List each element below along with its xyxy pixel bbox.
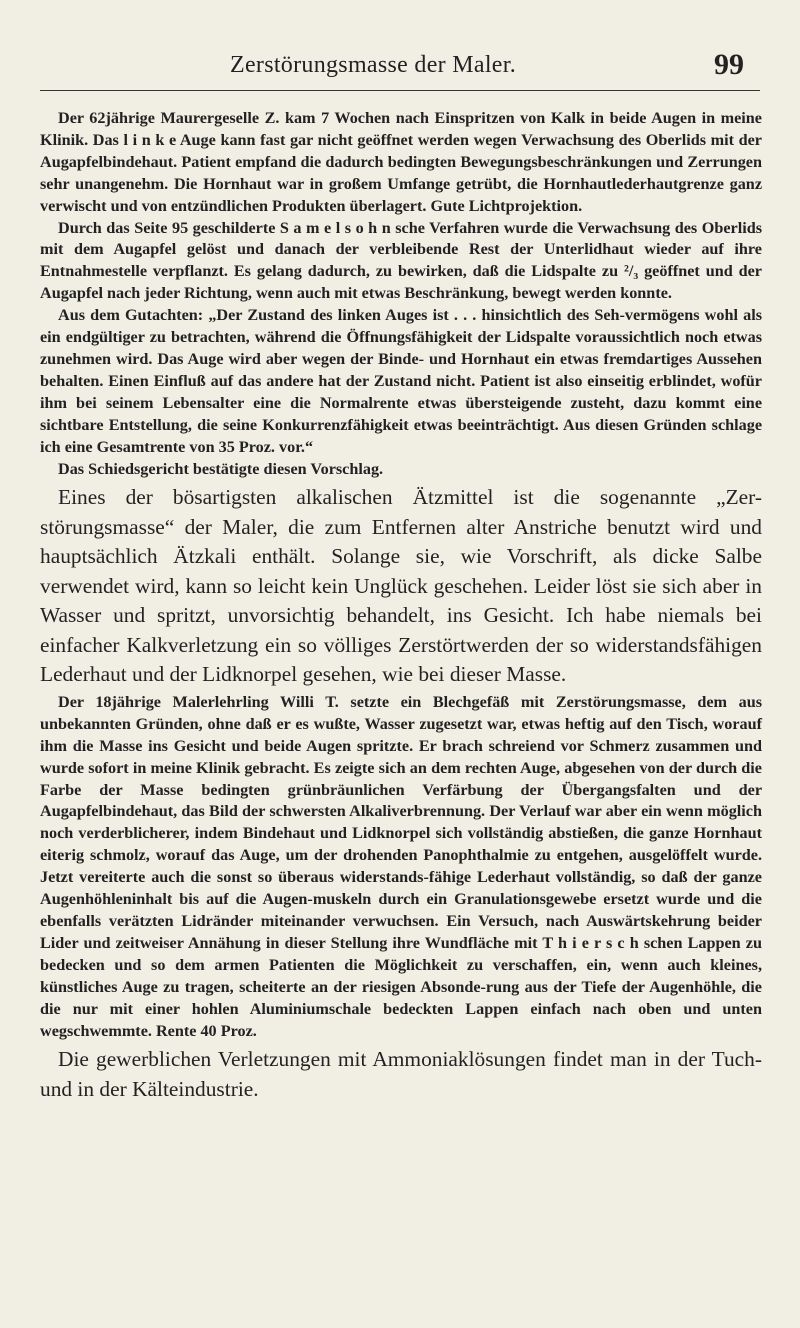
arbitration-paragraph: Das Schiedsgericht bestätigte diesen Vorschlag.: [58, 459, 384, 478]
report-quote-paragraph: Aus dem Gutachten: „Der Zustand des linken Auges ist . . . hinsichtlich des Seh-vermögens wohl als ein endgültiger zu betrachten, während die Öffnungsfähigkeit der Lidspalte voraussichtlich noch etwas zunehmen wird. Das Auge wird aber wegen der Binde- und Hornhaut ein etwas fremdartiges Aussehen behalten. Einen Einfluß auf das andere hat der Zustand nicht. Patient ist also einseitig erblindet, wofür ihm bei seinem Lebensalter eine die Normalrente etwas übersteigende zusteht, dazu kommt eine sichtbare Entstellung, die seine Konkurrenzfähigkeit etwas beeinträchtigt. Aus diesen Gründen schlage ich eine Gesamtrente von 35 Proz. vor.“: [40, 306, 762, 456]
header-rule: [40, 90, 760, 91]
case-paragraph-3: Der 18jährige Malerlehrling Willi T. setzte ein Blechgefäß mit Zerstörungsmasse, dem aus unbekannten Gründen, ohne daß er es wußte, Wasser zugesetzt war, etwas heftig auf den Tisch, worauf ihm die Masse ins Gesicht und beide Augen spritzte. Er brach schreiend vor Schmerz zusammen und wurde sofort in meine Klinik gebracht. Es zeigte sich an dem rechten Auge, abgesehen von der durch die Farbe der Masse bedingten grünbräunlichen Verfärbung der Übergangsfalten und der Augapfelbindehaut, das Bild der schwersten Alkaliverbrennung. Der Verlauf war aber ein wenn möglich noch verderblicherer, indem Bindehaut und Lidknorpel sich vollständig abstießen, die ganze Hornhaut eiterig schmolz, worauf das Auge, um der drohenden Panophthalmie zu entgehen, ausgelöffelt wurde. Jetzt vereiterte auch die sonst so überaus widerstands-fähige Lederhaut vollständig, so daß der ganze Augenhöhleninhalt bis auf die Augen-muskeln durch ein Granulationsgewebe ersetzt wurde und die ebenfalls verätzten Lidränder miteinander verwuchsen. Ein Versuch, nach Auswärtskehrung beider Lider und zeitweiser Annähung in dieser Stellung ihre Wundfläche mit T h i e r s c h schen Lappen zu bedecken und so dem armen Patienten die Möglichkeit zu verschaffen, ein, wenn auch kleines, künstliches Auge zu tragen, scheiterte an der riesigen Absonde-rung aus der Tiefe der Augenhöhle, die die nur mit einer hohlen Aluminiumschale bedeckten Lappen einfach nach oben und unten wegschwemmte. Rente 40 Proz.: [40, 692, 762, 1040]
main-text-paragraph-2: Die gewerblichen Verletzungen mit Ammoniaklösungen findet man in der Tuch- und in der Kälteindustrie.: [40, 1047, 762, 1101]
page-number: 99: [714, 48, 744, 81]
main-text-paragraph-1: Eines der bösartigsten alkalischen Ätzmittel ist die sogenannte „Zer-störungsmasse“ der Maler, die zum Entfernen alter Anstriche benutzt wird und hauptsächlich Ätzkali enthält. Solange sie, wie Vorschrift, als dicke Salbe verwendet wird, kann so leicht kein Unglück geschehen. Leider löst sie sich aber in Wasser und spritzt, unvorsichtig behandelt, ins Gesicht. Ich habe niemals bei einfacher Kalkverletzung ein so völliges Zerstörtwerden der so widerstandsfähigen Lederhaut und der Lidknorpel gesehen, wie bei dieser Masse.: [40, 485, 762, 687]
case-paragraph-2: Durch das Seite 95 geschilderte S a m e l s o h n sche Verfahren wurde die Verwachsung des Oberlids mit dem Augapfel gelöst und danach der verbleibende Rest der Unterlidhaut wieder auf ihre Entnahmestelle verpflanzt. Es gelang dadurch, zu bewirken, daß die Lidspalte zu ²/₃ geöffnet und der Augapfel nach jeder Richtung, wenn auch mit etwas Beschränkung, bewegt werden konnte.: [40, 218, 762, 303]
running-title: Zerstörungsmasse der Maler.: [230, 52, 517, 78]
case-paragraph-1: Der 62jährige Maurergeselle Z. kam 7 Wochen nach Einspritzen von Kalk in beide Augen in meine Klinik. Das l i n k e Auge kann fast gar nicht geöffnet werden wegen Verwachsung des Oberlids mit der Augapfelbindehaut. Patient empfand die dadurch bedingten Bewegungsbeschränkungen und Zerrungen sehr unangenehm. Die Hornhaut war in großem Umfange getrübt, die Hornhautlederhautgrenze ganz verwischt und von entzündlichen Produkten überlagert. Gute Lichtprojektion.: [40, 109, 762, 215]
running-header: [0, 48, 800, 92]
page-body: [40, 108, 762, 1104]
